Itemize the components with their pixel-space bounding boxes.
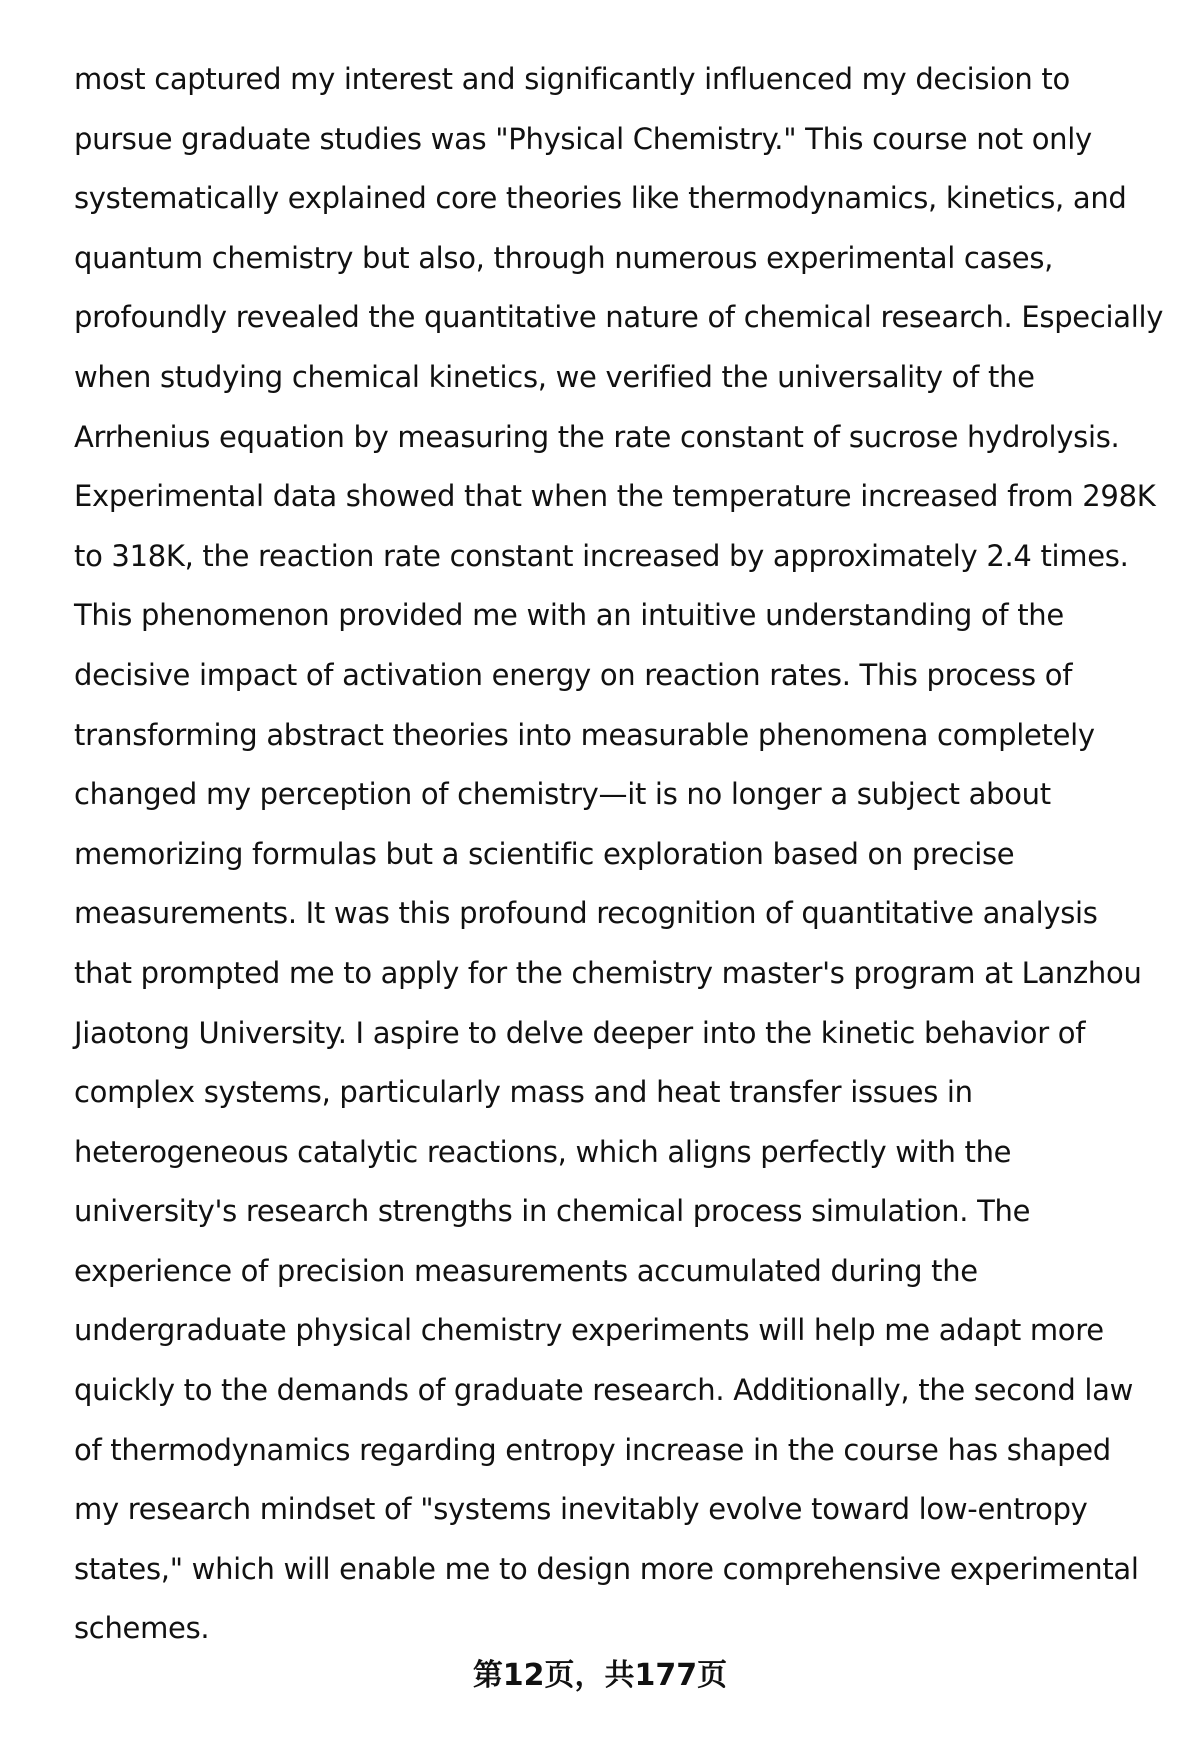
text-line: experience of precision measurements accumulated during the	[74, 1253, 978, 1288]
text-line: quantum chemistry but also, through numerous experimental cases,	[74, 240, 1054, 275]
text-line: memorizing formulas but a scientific exploration based on precise	[74, 836, 1015, 871]
text-line: most captured my interest and significantly influenced my decision to	[74, 62, 1070, 96]
text-line: pursue graduate studies was "Physical Chemistry." This course not only	[74, 121, 1092, 156]
text-line: Experimental data showed that when the temperature increased from 298K	[74, 479, 1156, 514]
text-line: Arrhenius equation by measuring the rate constant of sucrose hydrolysis.	[74, 419, 1120, 454]
text-line: systematically explained core theories like thermodynamics, kinetics, and	[74, 181, 1127, 216]
text-line: of thermodynamics regarding entropy increase in the course has shaped	[74, 1432, 1111, 1467]
text-line: schemes.	[74, 1611, 210, 1646]
text-line: This phenomenon provided me with an intuitive understanding of the	[74, 598, 1064, 633]
text-line: decisive impact of activation energy on reaction rates. This process of	[74, 657, 1073, 692]
text-line: heterogeneous catalytic reactions, which aligns perfectly with the	[74, 1134, 1012, 1169]
text-line: measurements. It was this profound recognition of quantitative analysis	[74, 896, 1098, 931]
text-line: to 318K, the reaction rate constant increased by approximately 2.4 times.	[74, 538, 1129, 573]
text-line: when studying chemical kinetics, we verified the universality of the	[74, 359, 1035, 394]
text-line: quickly to the demands of graduate research. Additionally, the second law	[74, 1373, 1134, 1408]
text-line: complex systems, particularly mass and heat transfer issues in	[74, 1075, 973, 1110]
text-line: profoundly revealed the quantitative nature of chemical research. Especially	[74, 300, 1164, 335]
text-line: that prompted me to apply for the chemistry master's program at Lanzhou	[74, 955, 1142, 990]
text-line: my research mindset of "systems inevitably evolve toward low-entropy	[74, 1492, 1088, 1527]
text-line: changed my perception of chemistry—it is no longer a subject about	[74, 777, 1051, 812]
page-number: 第12页，共177页	[472, 1658, 728, 1693]
text-line: states," which will enable me to design more comprehensive experimental	[74, 1551, 1139, 1586]
text-line: transforming abstract theories into measurable phenomena completely	[74, 717, 1095, 752]
text-line: university's research strengths in chemical process simulation. The	[74, 1194, 1031, 1229]
body-paragraph	[74, 50, 1164, 1659]
text-line: Jiaotong University. I aspire to delve deeper into the kinetic behavior of	[74, 1015, 1086, 1050]
text-line: undergraduate physical chemistry experiments will help me adapt more	[74, 1313, 1104, 1348]
